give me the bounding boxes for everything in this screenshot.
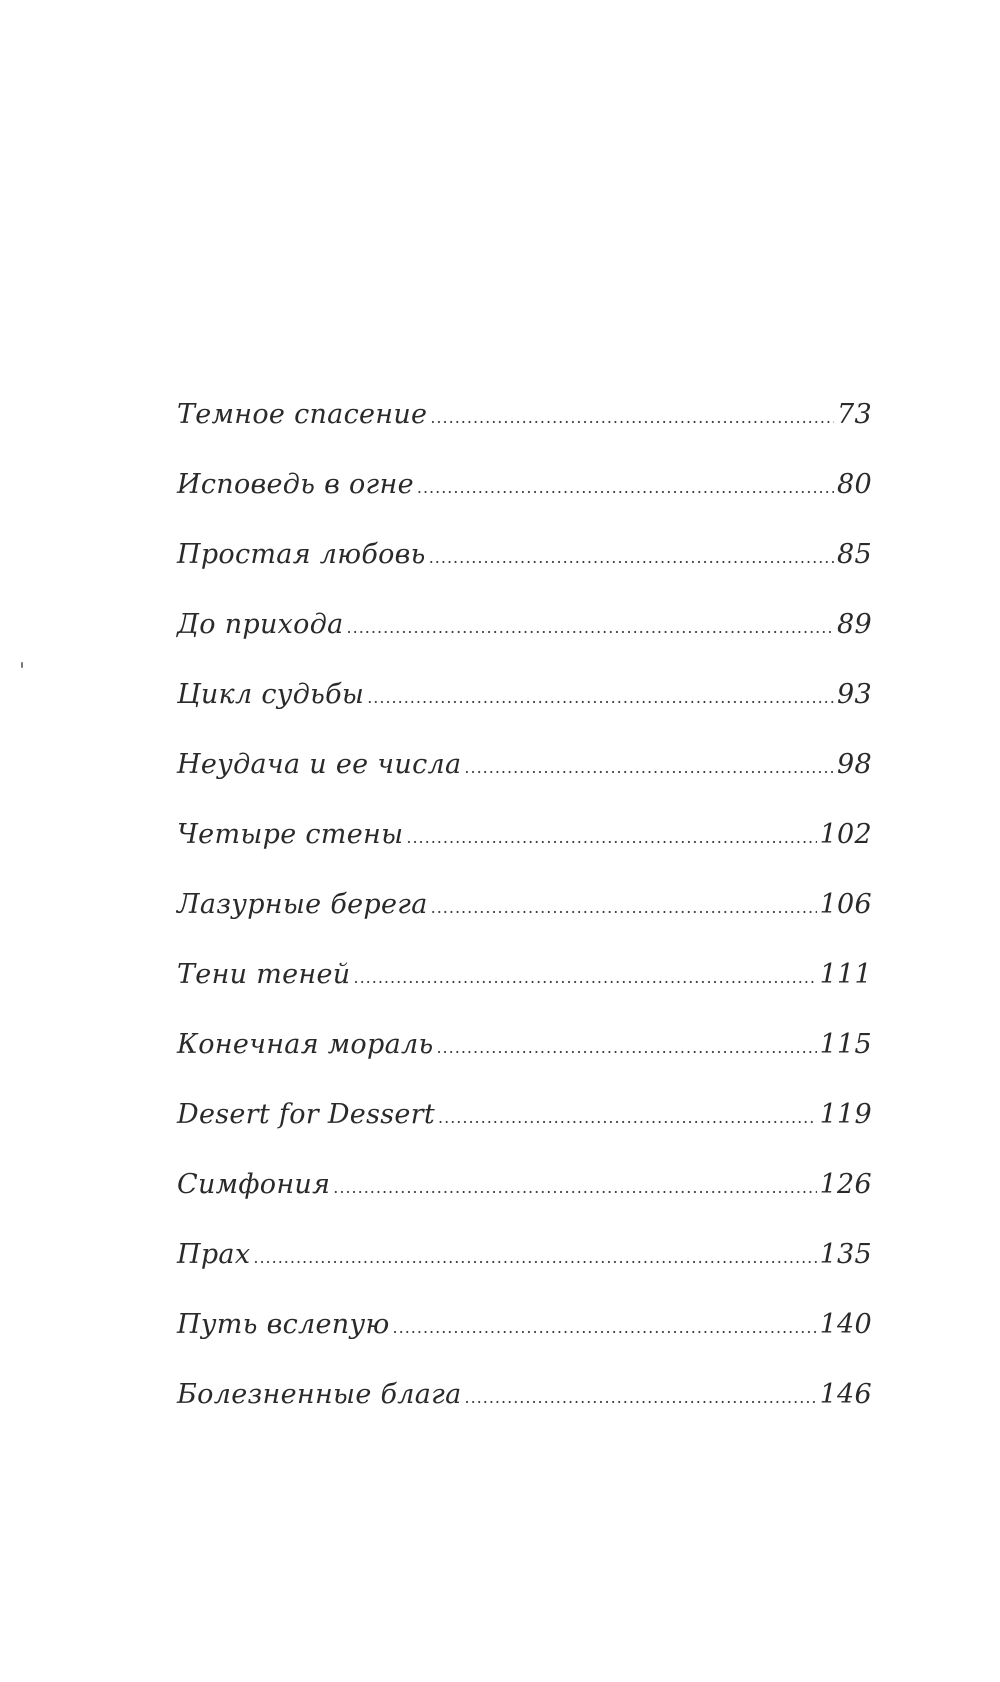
toc-entry: [177, 730, 872, 800]
toc-dot-leader: [406, 803, 816, 873]
toc-entry-page: 89: [837, 609, 872, 640]
toc-entry: [177, 520, 872, 590]
toc-entry-page: 106: [819, 889, 872, 920]
toc-entry-title: Цикл судьбы: [177, 679, 365, 710]
toc-entry-page: 98: [837, 749, 872, 780]
toc-entry-title: Неудача и ее числа: [177, 749, 462, 780]
toc-dot-leader: [430, 383, 834, 453]
toc-entry-page: 135: [819, 1239, 872, 1270]
toc-entry-page: 115: [819, 1029, 872, 1060]
toc-dot-leader: [253, 1223, 816, 1293]
toc-entry-title: Desert for Dessert: [177, 1099, 436, 1130]
toc-entry-title: Темное спасение: [177, 399, 428, 430]
toc-entry-title: Лазурные берега: [177, 889, 428, 920]
toc-entry: [177, 1010, 872, 1080]
toc-entry-title: Путь вслепую: [177, 1309, 390, 1340]
toc-dot-leader: [464, 733, 834, 803]
toc-entry-title: Симфония: [177, 1169, 331, 1200]
toc-entry: [177, 1150, 872, 1220]
toc-entry: [177, 1220, 872, 1290]
toc-entry-title: Болезненные блага: [177, 1379, 462, 1410]
toc-dot-leader: [353, 943, 816, 1013]
toc-dot-leader: [429, 523, 834, 593]
toc-dot-leader: [465, 1363, 817, 1433]
toc-dot-leader: [393, 1293, 817, 1363]
toc-dot-leader: [333, 1153, 816, 1223]
toc-entry: [177, 1290, 872, 1360]
toc-entry-page: 111: [819, 959, 872, 990]
toc-entry-page: 93: [837, 679, 872, 710]
toc-entry-title: Конечная мораль: [177, 1029, 434, 1060]
toc-dot-leader: [347, 593, 834, 663]
toc-entry-title: До прихода: [177, 609, 344, 640]
toc-entry: [177, 800, 872, 870]
toc-entry: [177, 590, 872, 660]
toc-entry: [177, 1360, 872, 1430]
toc-entry: [177, 380, 872, 450]
scan-speck: [21, 662, 23, 668]
toc-entry: [177, 660, 872, 730]
toc-entry-page: 85: [837, 539, 872, 570]
toc-dot-leader: [367, 663, 834, 733]
toc-entry-title: Четыре стены: [177, 819, 404, 850]
toc-entry-page: 119: [819, 1099, 872, 1130]
toc-entry-page: 73: [837, 399, 872, 430]
toc-entry-title: Исповедь в огне: [177, 469, 414, 500]
toc-dot-leader: [431, 873, 817, 943]
toc-entry-page: 102: [819, 819, 872, 850]
toc-entry-title: Прах: [177, 1239, 251, 1270]
toc-dot-leader: [417, 453, 834, 523]
toc-entry: [177, 940, 872, 1010]
toc-dot-leader: [438, 1083, 817, 1153]
toc-entry-page: 140: [819, 1309, 872, 1340]
toc-entry-page: 80: [837, 469, 872, 500]
table-of-contents: [177, 380, 872, 1430]
toc-dot-leader: [436, 1013, 816, 1083]
toc-entry-title: Простая любовь: [177, 539, 426, 570]
toc-entry: [177, 870, 872, 940]
toc-entry: [177, 450, 872, 520]
toc-entry-page: 146: [819, 1379, 872, 1410]
toc-entry-title: Тени теней: [177, 959, 351, 990]
toc-entry: [177, 1080, 872, 1150]
toc-entry-page: 126: [819, 1169, 872, 1200]
